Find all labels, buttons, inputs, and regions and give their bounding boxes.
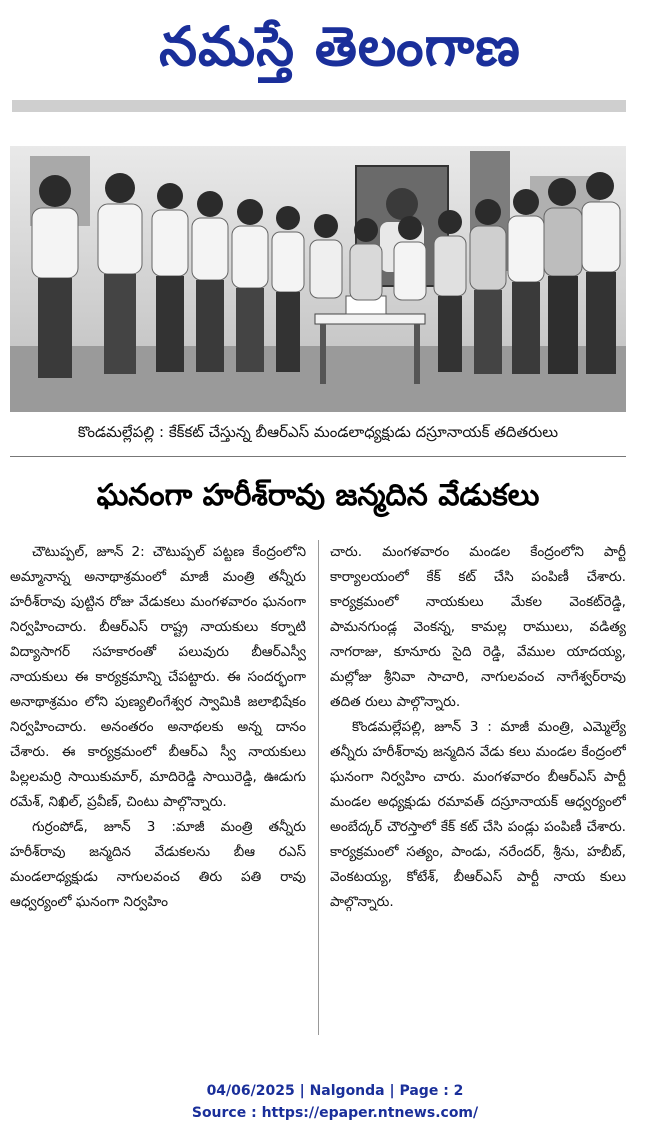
photo-caption: కొండమల్లేపల్లి : కేక్‌కట్ చేస్తున్న బీఆర్ఎస్ మండలాధ్యక్షుడు దస్రూనాయక్ తదితరులు bbox=[77, 423, 559, 441]
caption-divider bbox=[10, 456, 626, 457]
article-headline: ఘనంగా హరీశ్‌రావు జన్మదిన వేడుకలు bbox=[96, 478, 540, 513]
paragraph-gurrampode: గుర్రంపోడ్, జూన్ 3 :మాజీ మంత్రి తన్నీరు హరీశ్‌రావు జన్మదిన వేడుకలను బీఆ రఎస్ మండలాధ్యక్షుడు నాగులవంచ తిరు పతి రావు ఆధ్వర్యంలో ఘనంగా నిర్వహిం bbox=[10, 819, 306, 910]
article-column-left bbox=[10, 540, 306, 1040]
masthead-divider bbox=[12, 100, 626, 112]
paragraph-gurrampode-continued: చారు. మంగళవారం మండల కేంద్రంలోని పార్టీ కార్యాలయంలో కేక్ కట్ చేసి పంపిణీ చేశారు. కార్యక్రమంలో నాయకులు మేకల వెంకట్‌రెడ్డి, పామనగుండ్ల వెంకన్న, కామల్ల రాములు, వడిత్య నాగరాజు, కూనూరు సైది రెడ్డి, వేముల యాదయ్య, మల్లోజు శ్రీనివా సాచారి, నాగులవంచ నాగేశ్వర్‌రావు తదిత రులు పాల్గొన్నారు. bbox=[330, 544, 626, 710]
newspaper-logo: నమస్తే తెలంగాణ bbox=[159, 15, 521, 78]
group-photo-illustration bbox=[10, 146, 626, 412]
article-column-right bbox=[330, 540, 626, 1040]
paragraph-kondamallepally: కొండమల్లేపల్లి, జూన్ 3 : మాజీ మంత్రి, ఎమ్మెల్యే తన్నీరు హరీశ్‌రావు జన్మదిన వేడు కలు మండల కేంద్రంలో ఘనంగా నిర్వహిం చారు. మంగళవారం బీఆర్ఎస్ పార్టీ మండల అధ్యక్షుడు రమావత్ దస్రూనాయక్ ఆధ్వర్యంలో అంబేద్కర్ చౌరస్తాలో కేక్ కట్ చేసి పండ్లు పంపిణీ చేశారు. కార్యక్రమంలో సత్యం, పాండు, నరేందర్, శ్రీను, హబీబ్, వెంకటయ్య, కోటేశ్, బీఆర్ఎస్ పార్టీ నాయ కులు పాల్గొన్నారు. bbox=[330, 719, 626, 910]
source-link[interactable]: Source : https://epaper.ntnews.com/ bbox=[191, 1105, 479, 1121]
edition-info: 04/06/2025 | Nalgonda | Page : 2 bbox=[206, 1083, 464, 1099]
masthead bbox=[0, 0, 670, 100]
column-divider bbox=[318, 540, 319, 1035]
page-footer bbox=[0, 1080, 670, 1130]
news-photo bbox=[10, 146, 626, 412]
paragraph-choutuppal: చౌటుప్పల్, జూన్ 2: చౌటుప్పల్ పట్టణ కేంద్రంలోని అమ్మానాన్న అనాథాశ్రమంలో మాజీ మంత్రి తన్నీరు హరీశ్‌రావు పుట్టిన రోజు వేడుకలు మంగళవారం ఘనంగా నిర్వహించారు. బీఆర్ఎస్ రాష్ట్ర నాయకులు కర్నాటి విద్యాసాగర్ సహకారంతో పలువురు బీఆర్ఎస్వీ నాయకులు ఈ కార్యక్రమాన్ని చేపట్టారు. ఈ సందర్భంగా అనాథాశ్రమం లోని పుణ్యలింగేశ్వర స్వామికి జలాభిషేకం నిర్వహించారు. అనంతరం అనాథలకు అన్న దానం చేశారు. ఈ కార్యక్రమంలో బీఆర్ఎ స్వీ నాయకులు పిల్లలమర్రి సాయికుమార్, మాదిరెడ్డి సాయిరెడ్డి, ఊడుగు రమేశ్, నిఖిల్, ప్రవీణ్, చింటు పాల్గొన్నారు. bbox=[10, 544, 306, 810]
